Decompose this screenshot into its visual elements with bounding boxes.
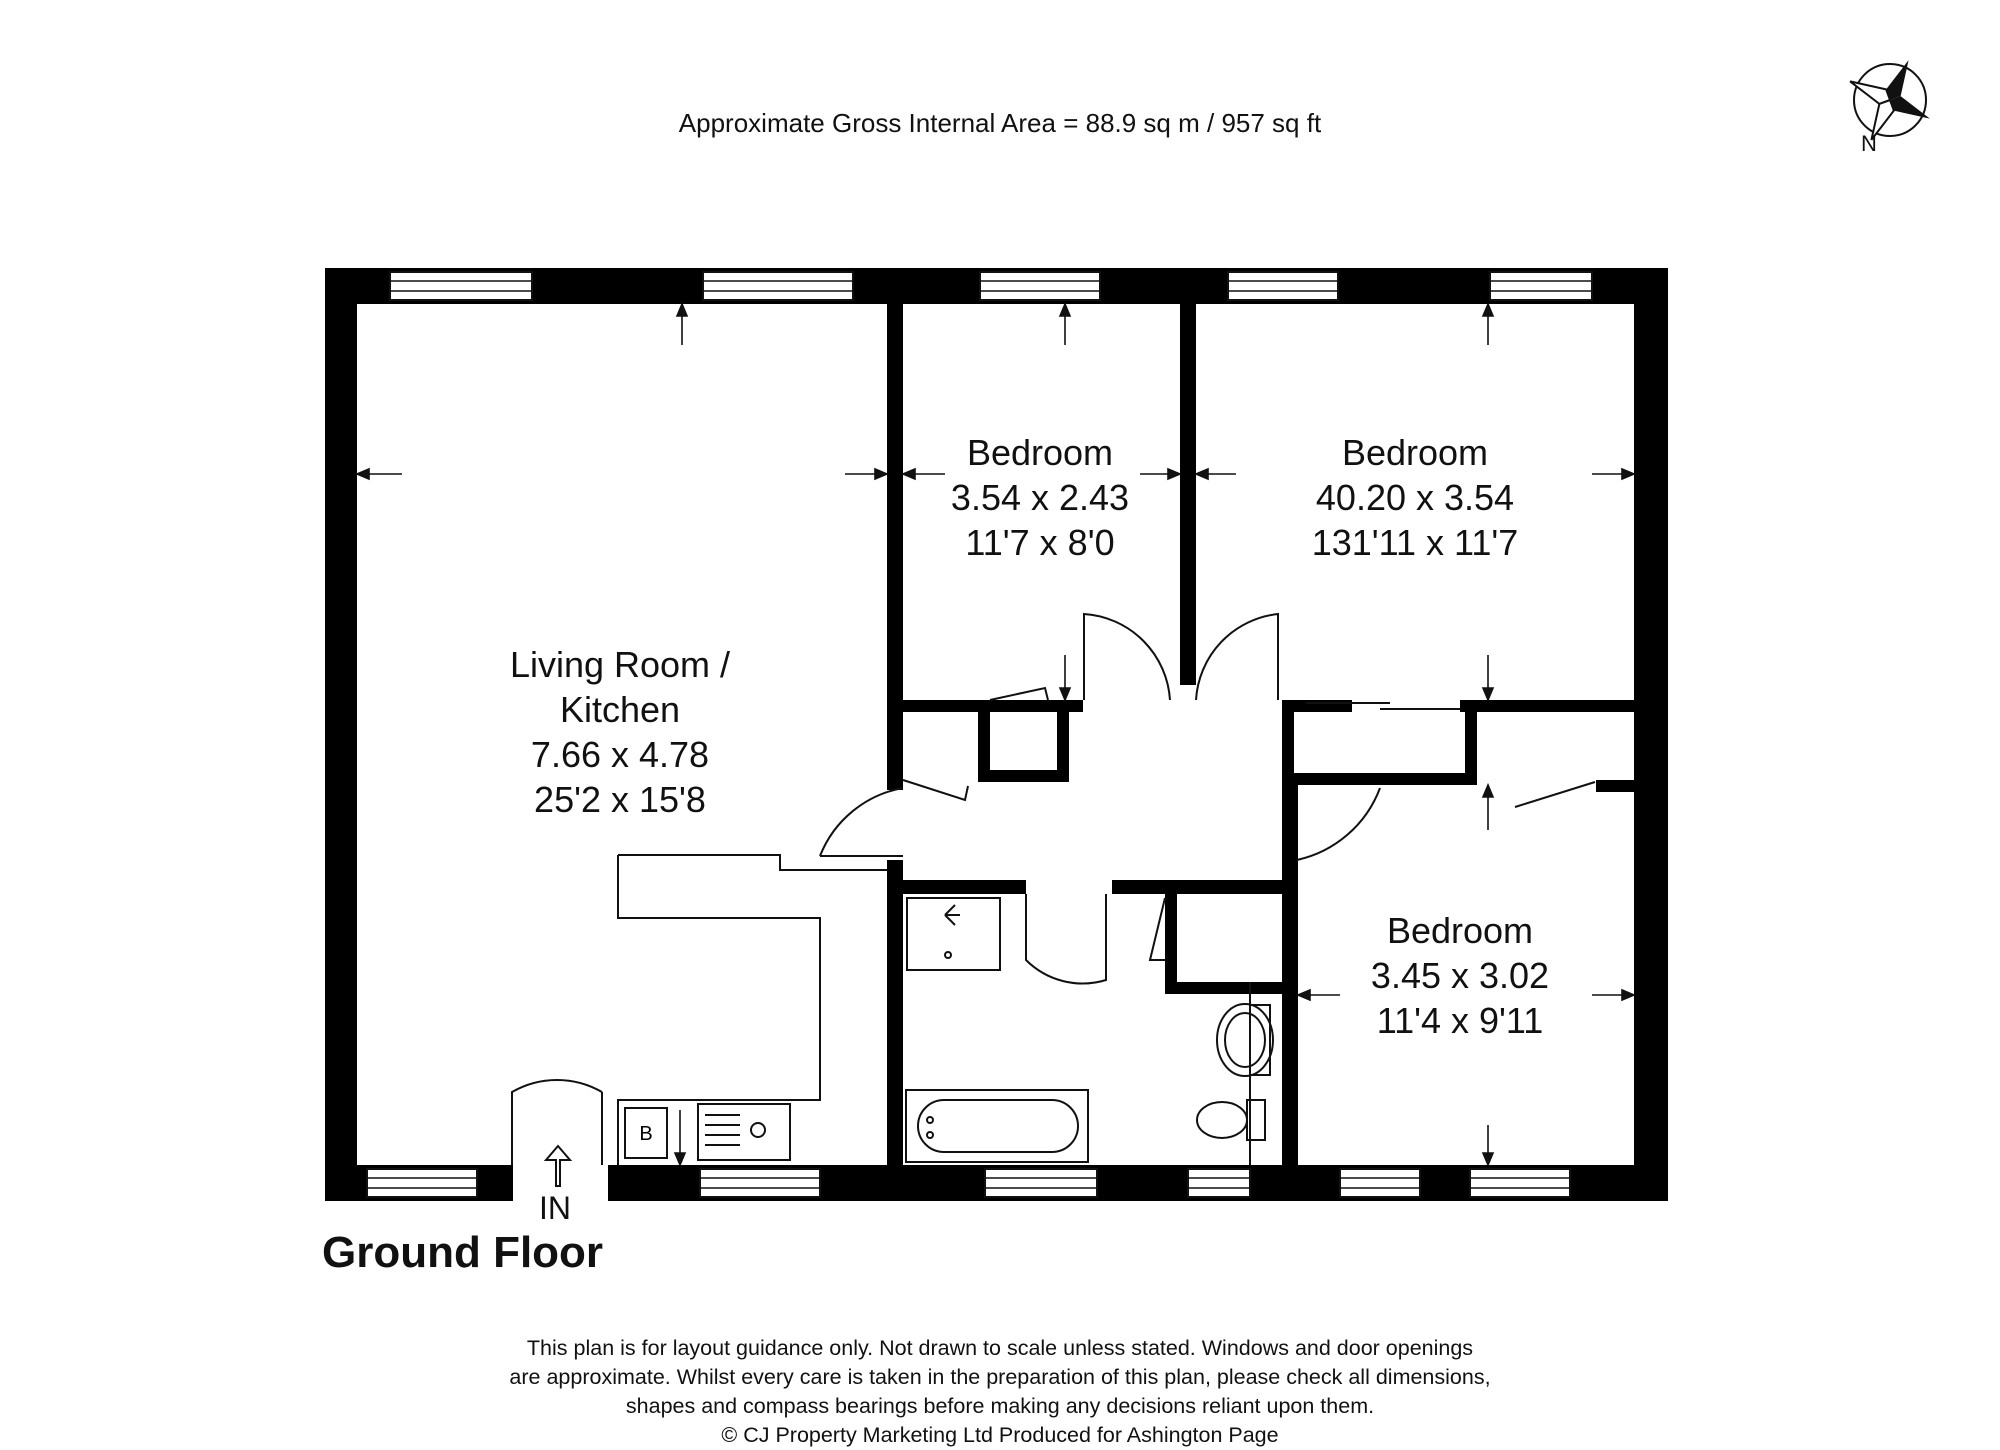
room-bedroom-3 — [1310, 908, 1610, 1043]
disclaimer — [0, 1334, 2000, 1450]
room-name: Bedroom — [1386, 910, 1534, 951]
room-bedroom-1 — [900, 430, 1180, 565]
room-imperial: 131'11 x 11'7 — [1311, 522, 1519, 563]
gross-internal-area: Approximate Gross Internal Area = 88.9 sq m / 957 sq ft — [678, 108, 1322, 138]
disclaimer-line: This plan is for layout guidance only. Not drawn to scale unless stated. Windows and door openings — [526, 1336, 1474, 1360]
boiler-label: B — [639, 1123, 653, 1145]
entrance-arrow-icon — [546, 1146, 570, 1186]
copyright-line: © CJ Property Marketing Ltd Produced for Ashington Page — [721, 1423, 1279, 1447]
disclaimer-line: shapes and compass bearings before making any decisions reliant upon them. — [625, 1394, 1375, 1418]
room-metric: 40.20 x 3.54 — [1315, 477, 1515, 518]
compass-rose-icon — [1832, 42, 1949, 159]
room-metric: 7.66 x 4.78 — [530, 734, 710, 775]
room-living-kitchen — [470, 642, 770, 822]
room-metric: 3.45 x 3.02 — [1370, 955, 1550, 996]
room-bedroom-2 — [1250, 430, 1580, 565]
bathroom-fixtures — [906, 898, 1273, 1165]
compass-north-label: N — [1861, 131, 1877, 156]
disclaimer-line: are approximate. Whilst every care is taken in the preparation of this plan, please check all dimensions, — [509, 1365, 1491, 1389]
room-imperial: 11'7 x 8'0 — [965, 522, 1115, 563]
room-imperial: 11'4 x 9'11 — [1376, 1000, 1544, 1041]
room-imperial: 25'2 x 15'8 — [534, 779, 706, 820]
floor-title: Ground Floor — [322, 1228, 604, 1277]
room-name: Bedroom — [1341, 432, 1489, 473]
kitchen-units — [618, 855, 887, 1165]
entrance-label: IN — [539, 1190, 571, 1226]
room-name: Bedroom — [966, 432, 1114, 473]
room-name-line2: Kitchen — [559, 689, 681, 730]
room-name: Living Room / — [509, 644, 731, 685]
room-metric: 3.54 x 2.43 — [950, 477, 1130, 518]
